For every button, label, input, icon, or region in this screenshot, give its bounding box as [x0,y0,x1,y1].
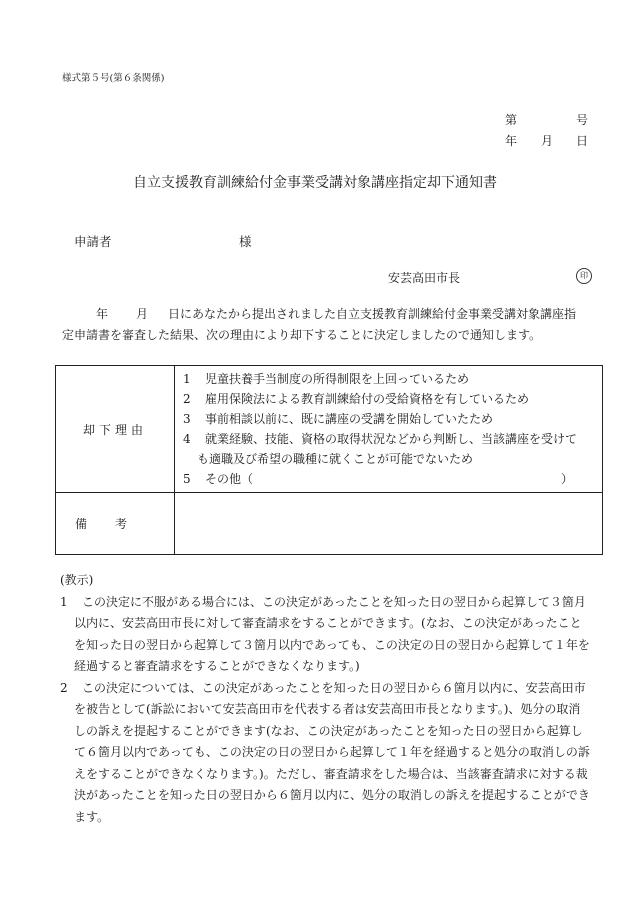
number-suffix: 号 [576,113,589,127]
reason-item: 4 就業経験、技能、資格の取得状況などから判断し、当該講座を受けて [183,432,578,446]
seal-mark: 印 [576,268,592,284]
reason-item: 2 雇用保険法による教育訓練給付の受給資格を有しているため [183,392,530,406]
reason-item-continuation: も適職及び希望の職種に就くことが可能でないため [197,452,474,466]
date-year: 年 [505,134,518,148]
number-prefix: 第 [505,113,518,127]
document-title: 自立支援教育訓練給付金事業受講対象講座指定却下通知書 [133,175,497,191]
body-year: 年 [96,307,109,321]
form-number: 様式第５号(第６条関係) [62,73,165,84]
notice-item: 2 この決定については、この決定があったことを知った日の翌日から６箇月以内に、安芸高田市を被告として(訴訟において安芸高田市を代表する者は安芸高田市長となります。)、処分の取消しの訴えを提起することができます(なお、この決定があったことを知った日の翌日から起算して６箇月以内であっても、この決定の日の翌日から起算して１年を経過すると処分の取消しの訴えをすることができなくなります。)。ただし、審査請求をした場合は、当該審査請求に対する裁決があったことを知った日の翌日から６箇月以内に、処分の取消しの訴えを提起することができます。 [60,680,590,824]
reason-item: 3 事前相談以前に、既に講座の受講を開始していたため [183,412,494,426]
body-line-1 [62,304,602,325]
date-month: 月 [541,134,554,148]
applicant-honorific: 様 [239,234,252,249]
issuer-name: 安芸高田市長 [388,271,461,285]
date-day: 日 [576,134,589,148]
body-month: 月 [136,307,149,321]
reason-item: 1 児童扶養手当制度の所得制限を上回っているため [183,372,470,386]
body-text [62,304,602,346]
notice-item: 1 この決定に不服がある場合には、この決定があったことを知った日の翌日から起算して３箇月以内に、安芸高田市長に対して審査請求をすることができます。(なお、この決定があったことを知った日の翌日から起算して３箇月以内であっても、この決定の日の翌日から起算して１年を経過すると審査請求をすることができなくなります。) [60,594,590,673]
reason-table [55,365,603,555]
notice-section [62,570,592,828]
body-line-1-text: 日にあなたから提出されました自立支援教育訓練給付金事業受講対象講座指 [168,307,577,321]
remarks-field [175,493,603,555]
remarks-label: 備考 [56,493,175,555]
applicant-label: 申請者 [74,234,112,249]
reason-label: 却下理由 [56,366,175,493]
notice-heading: (教示) [60,573,94,587]
reason-list [175,366,603,493]
body-line-2: 定申請書を審査した結果、次の理由により却下することに決定しましたので通知します。 [62,328,542,342]
reason-item-other: 5 その他（ ） [183,472,574,486]
